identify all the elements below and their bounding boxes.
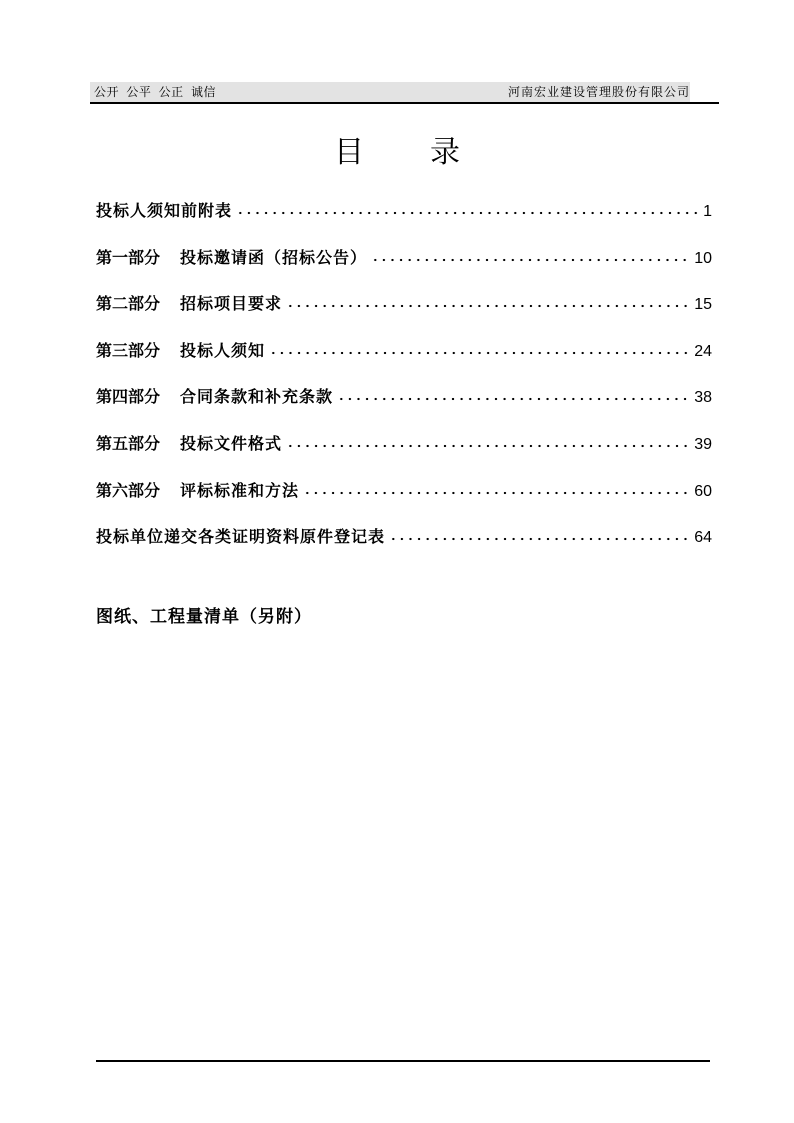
toc-entry-part-4[interactable] — [96, 384, 712, 431]
toc-entry-part: 第三部分 — [96, 340, 161, 360]
toc-entry-page: 24 — [694, 342, 712, 360]
toc-entry-page: 38 — [694, 389, 712, 407]
toc-leader-dots — [389, 537, 690, 541]
toc-leader-dots — [236, 211, 699, 215]
toc-leader-dots — [371, 258, 690, 262]
attachment-note: 图纸、工程量清单（另附） — [96, 607, 312, 627]
toc-entry-part: 第六部分 — [96, 480, 161, 500]
footer-divider — [96, 1060, 710, 1062]
toc-leader-dots — [286, 304, 690, 308]
toc-leader-dots — [303, 491, 690, 495]
toc-entry-title: 投标文件格式 — [180, 433, 283, 453]
toc-entry-title: 评标标准和方法 — [180, 480, 300, 500]
toc-entry-part: 第二部分 — [96, 294, 161, 314]
toc-leader-dots — [337, 397, 690, 401]
table-of-contents — [96, 198, 712, 571]
header-company-name: 河南宏业建设管理股份有限公司 — [507, 85, 690, 99]
toc-entry-title: 投标单位递交各类证明资料原件登记表 — [96, 527, 386, 547]
toc-entry-part-1[interactable] — [96, 245, 712, 292]
toc-entry-page: 39 — [694, 435, 712, 453]
toc-entry-part-5[interactable] — [96, 431, 712, 478]
toc-entry-page: 64 — [694, 529, 712, 547]
toc-entry-page: 60 — [694, 482, 712, 500]
toc-entry-part: 第四部分 — [96, 387, 161, 407]
toc-entry-part-3[interactable] — [96, 338, 712, 385]
toc-entry-registration-form[interactable] — [96, 524, 712, 571]
toc-entry-part-6[interactable] — [96, 478, 712, 525]
toc-entry-title: 合同条款和补充条款 — [180, 387, 334, 407]
toc-entry-page: 15 — [694, 296, 712, 314]
header-motto: 公开 公平 公正 诚信 — [94, 85, 216, 99]
toc-entry-part: 第一部分 — [96, 247, 161, 267]
toc-entry-title: 投标邀请函（招标公告） — [180, 247, 368, 267]
toc-entry-title: 投标人须知 — [180, 340, 266, 360]
toc-leader-dots — [286, 444, 690, 448]
toc-entry-title: 招标项目要求 — [180, 294, 283, 314]
toc-entry-part-2[interactable] — [96, 291, 712, 338]
toc-entry-front-table[interactable] — [96, 198, 712, 245]
toc-entry-part: 第五部分 — [96, 433, 161, 453]
header-divider — [90, 102, 719, 104]
toc-entry-page: 10 — [694, 249, 712, 267]
toc-leader-dots — [269, 351, 690, 355]
toc-entry-page: 1 — [703, 203, 712, 220]
page-title: 目录 — [334, 135, 526, 170]
toc-entry-title: 投标人须知前附表 — [96, 201, 233, 220]
